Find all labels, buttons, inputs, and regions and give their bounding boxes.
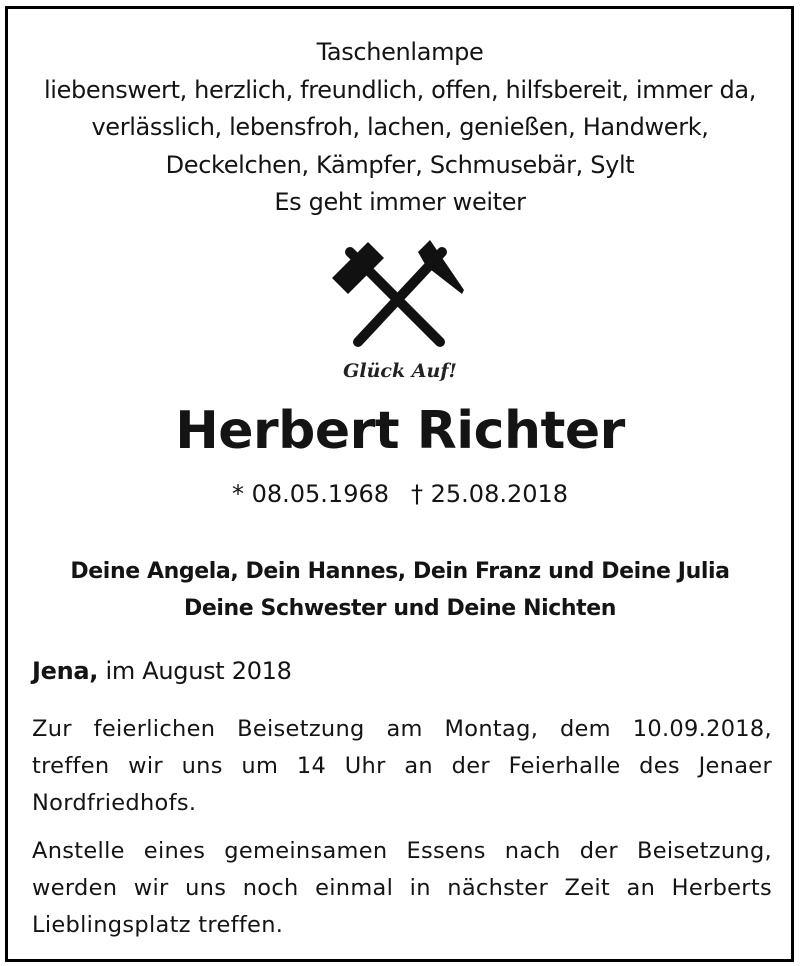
intro-words	[0, 34, 800, 222]
birth-date: * 08.05.1968	[231, 480, 389, 508]
intro-line: Es geht immer weiter	[274, 188, 526, 216]
intro-line: Deckelchen, Kämpfer, Schmusebär, Sylt	[165, 150, 635, 179]
death-date: † 25.08.2018	[411, 480, 569, 508]
place-city: Jena,	[32, 657, 99, 685]
place-and-date	[32, 653, 292, 689]
deceased-name: Herbert Richter	[175, 401, 625, 461]
paragraph-line: Zur feierlichen Beisetzung am Montag, dem 10.09.2018,	[32, 716, 772, 742]
paragraph-line: treffen wir uns um 14 Uhr an der Feierhalle des Jenaer	[32, 753, 772, 779]
paragraph-line: Anstelle eines gemeinsamen Essens nach der Beisetzung,	[32, 838, 772, 864]
life-dates	[0, 476, 800, 512]
gathering-info	[32, 833, 772, 944]
intro-line: Taschenlampe	[316, 38, 484, 66]
intro-line: liebenswert, herzlich, freundlich, offen, hilfsbereit, immer da,	[43, 75, 756, 104]
intro-line: verlässlich, lebensfroh, lachen, genießen, Handwerk,	[91, 113, 709, 141]
funeral-info	[32, 711, 772, 822]
miner-emblem	[330, 238, 470, 386]
mourners-line: Deine Schwester und Deine Nichten	[183, 596, 617, 621]
mourners	[0, 553, 800, 627]
paragraph-line: Lieblingsplatz treffen.	[32, 912, 284, 938]
hammer-and-pick-icon	[330, 238, 470, 386]
place-date: im August 2018	[105, 657, 292, 685]
mourners-line: Deine Angela, Dein Hannes, Dein Franz und Deine Julia	[70, 559, 730, 584]
paragraph-line: werden wir uns noch einmal in nächster Zeit an Herberts	[32, 875, 772, 901]
motto-text: Glück Auf!	[343, 360, 457, 382]
paragraph-line: Nordfriedhofs.	[32, 790, 197, 816]
